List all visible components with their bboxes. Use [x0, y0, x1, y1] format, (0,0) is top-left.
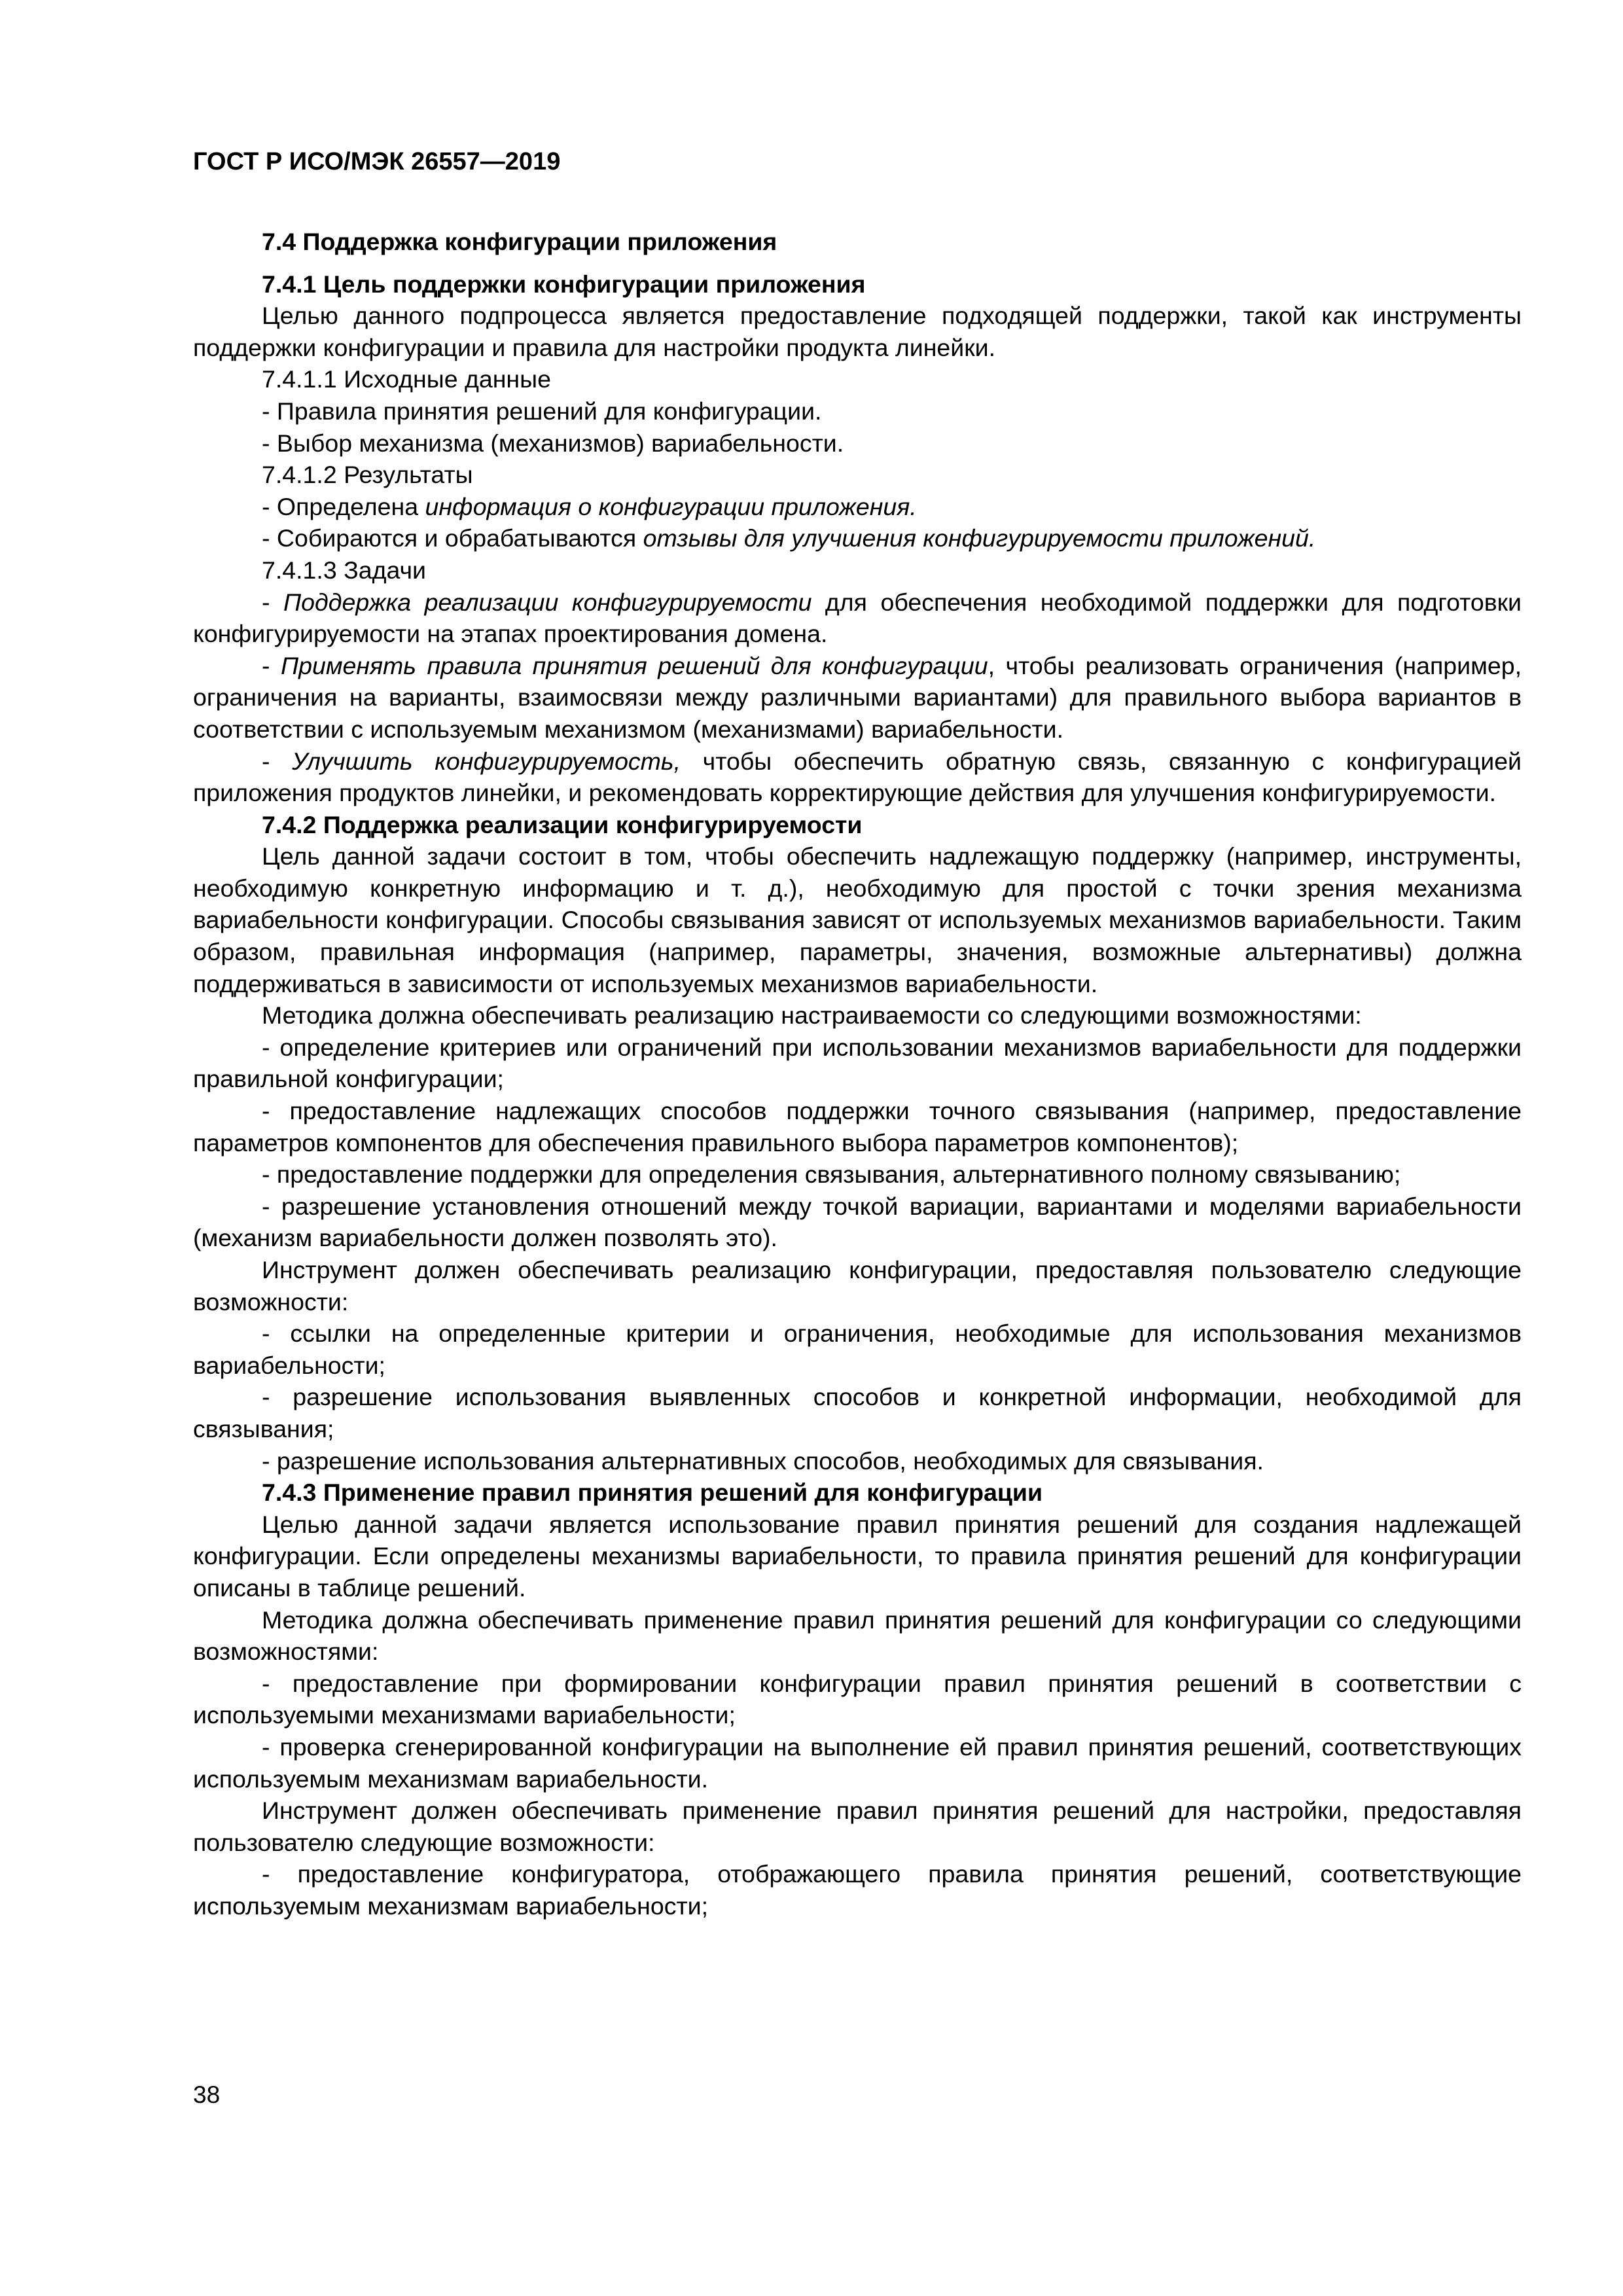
- list-item: - предоставление при формировании конфигурации правил принятия решений в соответствии с используемыми механизмами вариабельности;: [193, 1669, 1522, 1729]
- list-item: - Выбор механизма (механизмов) вариабельности.: [262, 429, 844, 457]
- list-item: - ссылки на определенные критерии и ограничения, необходимые для использования механизмов вариабельности;: [193, 1319, 1522, 1379]
- italic-term: Поддержка реализации конфигурируемости: [283, 588, 812, 616]
- italic-term: информация о конфигурации приложения.: [425, 492, 917, 520]
- section-heading-7-4-3: 7.4.3 Применение правил принятия решений для конфигурации: [262, 1479, 1043, 1507]
- document-header: ГОСТ Р ИСО/МЭК 26557—2019: [193, 148, 561, 175]
- document-body: [193, 226, 1522, 1922]
- list-item: - предоставление поддержки для определения связывания, альтернативного полному связыванию;: [262, 1160, 1401, 1189]
- subheading-7-4-1-1: 7.4.1.1 Исходные данные: [262, 365, 551, 393]
- list-item: - разрешение использования выявленных способов и конкретной информации, необходимой для связывания;: [193, 1383, 1522, 1443]
- list-item: - определение критериев или ограничений при использовании механизмов вариабельности для поддержки правильной конфигурации;: [193, 1033, 1522, 1093]
- list-item: [193, 491, 1522, 523]
- italic-term: Применять правила принятия решений для конфигурации: [280, 651, 988, 679]
- list-item-text: чтобы обеспечить обратную связь, связанную с конфигурацией приложения продуктов линейки, и рекомендовать корректирующие действия для улучшения конфигурируемости.: [193, 747, 1522, 807]
- list-item-text: -: [262, 588, 283, 616]
- list-item: [193, 586, 1522, 650]
- italic-term: отзывы для улучшения конфигурируемости приложений.: [643, 524, 1316, 552]
- subheading-7-4-1-3: 7.4.1.3 Задачи: [262, 556, 427, 584]
- list-item: - предоставление конфигуратора, отображающего правила принятия решений, соответствующие используемым механизмам вариабельности;: [193, 1860, 1522, 1920]
- list-item-text: - Определена: [262, 492, 425, 520]
- list-item-text: для обеспечения необходимой поддержки для подготовки конфигурируемости на этапах проектирования домена.: [193, 588, 1522, 648]
- section-heading-7-4: 7.4 Поддержка конфигурации приложения: [262, 228, 777, 255]
- page-number: 38: [193, 2081, 221, 2108]
- list-item: - разрешение установления отношений между точкой вариации, вариантами и моделями вариабельности (механизм вариабельности должен позволять это).: [193, 1192, 1522, 1252]
- italic-term: Улучшить конфигурируемость,: [292, 747, 681, 775]
- list-item: [193, 745, 1522, 809]
- paragraph-7-4-3-intro: Целью данной задачи является использование правил принятия решений для создания надлежащей конфигурации. Если определены механизмы вариабельности, то правила принятия решений для конфигурации описаны в таблице решений.: [193, 1510, 1522, 1602]
- section-heading-7-4-1: 7.4.1 Цель поддержки конфигурации приложения: [262, 270, 866, 298]
- list-item: - проверка сгенерированной конфигурации на выполнение ей правил принятия решений, соответствующих используемым механизмам вариабельности.: [193, 1732, 1522, 1793]
- paragraph-tool-intro: Инструмент должен обеспечивать реализацию конфигурации, предоставляя пользователю следующие возможности:: [193, 1256, 1522, 1316]
- paragraph-tool-intro: Инструмент должен обеспечивать применение правил принятия решений для настройки, предоставляя пользователю следующие возможности:: [193, 1797, 1522, 1856]
- list-item: - предоставление надлежащих способов поддержки точного связывания (например, предоставление параметров компонентов для обеспечения правильного выбора параметров компонентов);: [193, 1097, 1522, 1157]
- list-item-text: -: [262, 747, 293, 775]
- paragraph-method-intro: Методика должна обеспечивать применение правил принятия решений для конфигурации со следующими возможностями:: [193, 1605, 1522, 1666]
- list-item: - Правила принятия решений для конфигурации.: [262, 397, 822, 425]
- list-item: [193, 650, 1522, 745]
- section-heading-7-4-2: 7.4.2 Поддержка реализации конфигурируемости: [262, 810, 863, 838]
- list-item-text: - Собираются и обрабатываются: [262, 524, 643, 552]
- paragraph-7-4-1-intro: Целью данного подпроцесса является предоставление подходящей поддержки, такой как инструменты поддержки конфигурации и правила для настройки продукта линейки.: [193, 302, 1522, 361]
- list-item-text: -: [262, 651, 281, 679]
- subheading-7-4-1-2: 7.4.1.2 Результаты: [262, 461, 473, 489]
- list-item: - разрешение использования альтернативных способов, необходимых для связывания.: [262, 1446, 1264, 1475]
- list-item: [193, 522, 1522, 554]
- paragraph-7-4-2-intro: Цель данной задачи состоит в том, чтобы обеспечить надлежащую поддержку (например, инструменты, необходимую конкретную информацию и т. д.), необходимую для простой с точки зрения механизма вариабельности конфигурации. Способы связывания зависят от используемых механизмов вариабельности. Таким образом, правильная информация (например, параметры, значения, возможные альтернативы) должна поддерживаться в зависимости от используемых механизмов вариабельности.: [193, 842, 1522, 997]
- list-item-text: , чтобы реализовать ограничения (например, ограничения на варианты, взаимосвязи между различными вариантами) для правильного выбора вариантов в соответствии с используемым механизмом (механизмами) вариабельности.: [193, 651, 1522, 743]
- paragraph-method-intro: Методика должна обеспечивать реализацию настраиваемости со следующими возможностями:: [262, 1001, 1362, 1030]
